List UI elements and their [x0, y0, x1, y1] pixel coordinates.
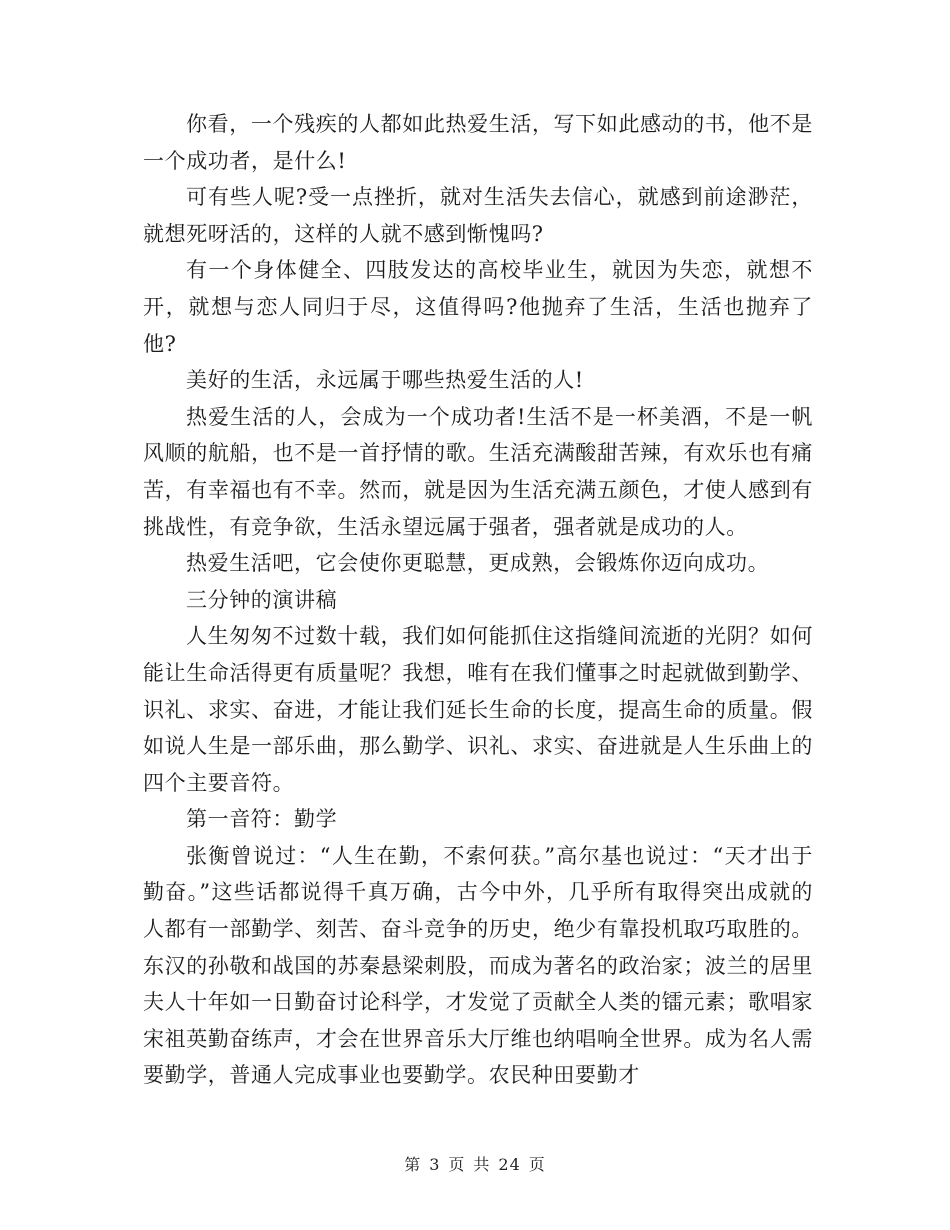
paragraph: 人生匆匆不过数十载，我们如何能抓住这指缝间流逝的光阴？如何能让生命活得更有质量呢？我想，唯有在我们懂事之时起就做到勤学、识礼、求实、奋进，才能让我们延长生命的长度，提高生命的质量。假如说人生是一部乐曲，那么勤学、识礼、求实、奋进就是人生乐曲上的四个主要音符。 — [143, 624, 813, 795]
paragraph: 你看，一个残疾的人都如此热爱生活，写下如此感动的书，他不是一个成功者，是什么! — [143, 112, 813, 173]
paragraph: 热爱生活的人，会成为一个成功者!生活不是一杯美酒，不是一帆风顺的航船，也不是一首抒情的歌。生活充满酸甜苦辣，有欢乐也有痛苦，有幸福也有不幸。然而，就是因为生活充满五颜色，才使人感到有挑战性，有竞争欲，生活永望远属于强者，强者就是成功的人。 — [143, 404, 813, 539]
paragraph: 可有些人呢?受一点挫折，就对生活失去信心，就感到前途渺茫，就想死呀活的，这样的人就不感到惭愧吗? — [143, 185, 813, 246]
subsection-heading: 第一音符：勤学 — [186, 807, 338, 832]
paragraph: 张衡曾说过：“人生在勤，不索何获。”高尔基也说过：“天才出于勤奋。”这些话都说得千真万确，古今中外，几乎所有取得突出成就的人都有一部勤学、刻苦、奋斗竞争的历史，绝少有靠投机取巧取胜的。东汉的孙敬和战国的苏秦悬梁刺股，而成为著名的政治家；波兰的居里夫人十年如一日勤奋讨论科学，才发觉了贡献全人类的镭元素；歌唱家宋祖英勤奋练声，才会在世界音乐大厅维也纳唱响全世界。成为名人需要勤学，普通人完成事业也要勤学。农民种田要勤才 — [143, 843, 813, 1088]
footer-total-label: 共 — [473, 1155, 491, 1174]
page-footer — [0, 1152, 950, 1175]
paragraph: 美好的生活，永远属于哪些热爱生活的人! — [186, 368, 584, 393]
section-heading: 三分钟的演讲稿 — [186, 587, 338, 612]
paragraph: 热爱生活吧，它会使你更聪慧，更成熟，会锻炼你迈向成功。 — [186, 551, 770, 576]
total-page-count: 24 — [498, 1155, 521, 1174]
document-body — [143, 106, 813, 1094]
paragraph: 有一个身体健全、四肢发达的高校毕业生，就因为失恋，就想不开，就想与恋人同归于尽，这值得吗?他抛弃了生活，生活也抛弃了他? — [143, 258, 813, 356]
footer-prefix: 第 — [404, 1155, 422, 1174]
footer-suffix: 页 — [528, 1155, 546, 1174]
footer-page-word: 页 — [448, 1155, 466, 1174]
current-page-number: 3 — [429, 1155, 441, 1174]
